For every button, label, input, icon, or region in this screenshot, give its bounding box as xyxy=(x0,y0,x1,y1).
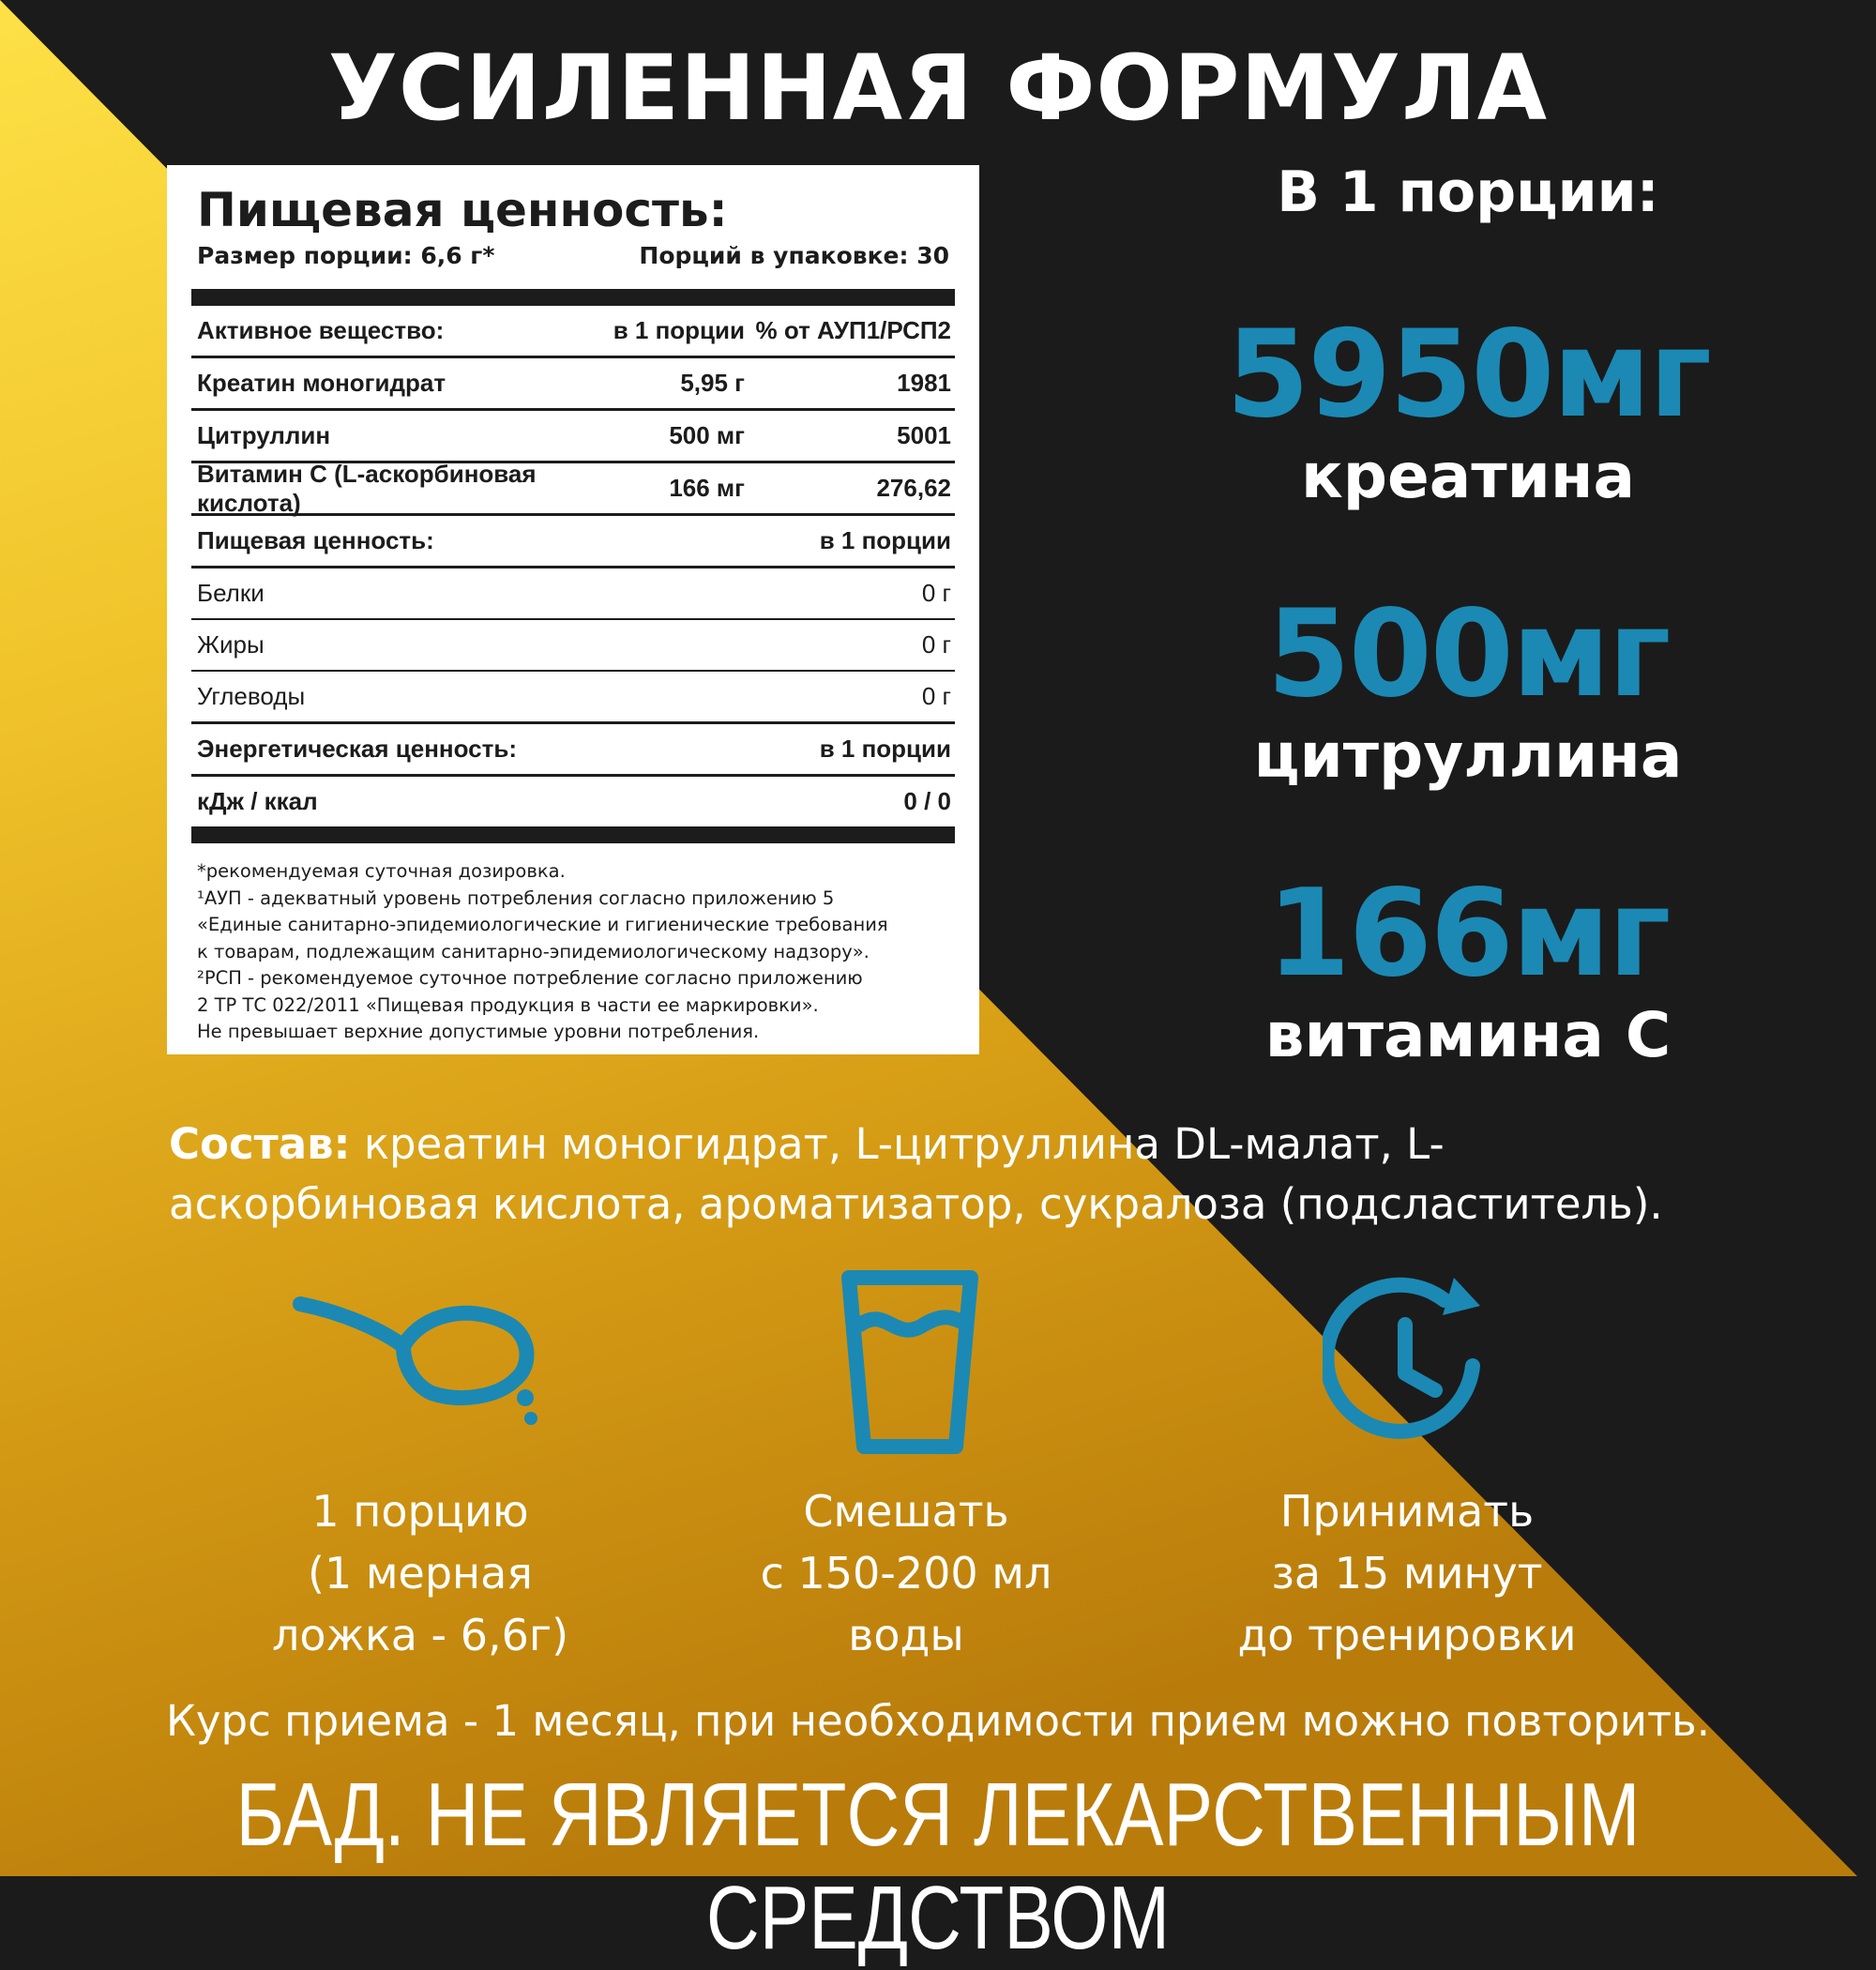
instruction-line: за 15 минут xyxy=(1271,1548,1543,1599)
composition-text: креатин моногидрат, L-цитруллина DL-малат, L-аскорбиновая кислота, ароматизатор, сукралоза (подсластитель). xyxy=(169,1119,1663,1229)
instruction-line: (1 мерная xyxy=(308,1548,533,1599)
header-per-portion: в 1 порции xyxy=(819,526,951,554)
instruction-timing xyxy=(1163,1480,1651,1666)
row-name: Белки xyxy=(197,579,265,607)
row-amount: 166 мг xyxy=(669,474,745,502)
stat-vitamin-c xyxy=(1097,864,1838,1071)
divider-bar xyxy=(191,826,955,843)
row-name: кДж / ккал xyxy=(197,787,318,815)
instruction-line: Смешать xyxy=(803,1486,1009,1537)
disclaimer: БАД. НЕ ЯВЛЯЕТСЯ ЛЕКАРСТВЕННЫМ СРЕДСТВОМ xyxy=(235,1765,1641,1968)
header-per-portion: в 1 порции xyxy=(819,735,951,763)
instruction-mix xyxy=(662,1480,1150,1666)
spoon-icon xyxy=(281,1276,563,1445)
instruction-line: ложка - 6,6г) xyxy=(271,1610,569,1660)
stat-label: креатина xyxy=(1301,440,1635,512)
row-name: Креатин моногидрат xyxy=(197,369,446,397)
table-row xyxy=(191,672,955,724)
stat-label: витамина С xyxy=(1264,999,1672,1071)
footnote-line: к товарам, подлежащим санитарно-эпидемиологическому надзору». xyxy=(197,940,870,962)
page-title: УСИЛЕННАЯ ФОРМУЛА xyxy=(327,36,1549,141)
glass-icon xyxy=(840,1268,980,1456)
header-name: Активное вещество: xyxy=(197,316,445,344)
composition xyxy=(169,1114,1726,1235)
footnote-line: Не превышает верхние допустимые уровни потребления. xyxy=(197,1021,760,1042)
instruction-line: 1 порцию xyxy=(311,1486,529,1537)
stat-value: 5950мг xyxy=(1226,305,1710,445)
row-name: Углеводы xyxy=(197,682,306,710)
stat-value: 166мг xyxy=(1266,864,1670,1004)
table-row xyxy=(191,620,955,672)
instruction-portion xyxy=(176,1480,664,1666)
instruction-line: Принимать xyxy=(1279,1486,1535,1537)
table-row xyxy=(191,459,955,517)
instruction-line: с 150-200 мл xyxy=(760,1548,1052,1599)
footnote-line: ²РСП - рекомендуемое суточное потребление согласно приложению xyxy=(197,967,863,989)
footnote-line: *рекомендуемая суточная дозировка. xyxy=(197,860,566,882)
instruction-line: воды xyxy=(848,1610,964,1660)
row-amount: 0 г xyxy=(921,682,951,710)
header-per-portion: в 1 порции xyxy=(613,316,745,344)
table-row xyxy=(191,358,955,411)
row-name: Жиры xyxy=(197,630,265,659)
row-amount: 0 г xyxy=(921,630,951,659)
stat-citrulline xyxy=(1097,584,1838,792)
footnote-line: «Единые санитарно-эпидемиологические и гигиенические требования xyxy=(197,914,888,935)
row-name: Витамин С (L-аскорбиновая кислота) xyxy=(197,459,537,517)
per-portion-heading: В 1 порции: xyxy=(1277,159,1659,225)
table-row xyxy=(191,568,955,620)
stat-value: 500мг xyxy=(1266,584,1670,724)
row-percent: 276,62 xyxy=(876,474,951,502)
table-row xyxy=(191,411,955,463)
row-amount: 0 / 0 xyxy=(903,787,951,815)
table-header-row xyxy=(191,306,955,358)
footnotes xyxy=(197,858,955,1046)
course-note: Курс приема - 1 месяц, при необходимости прием можно повторить. xyxy=(165,1696,1711,1746)
row-percent: 1981 xyxy=(897,369,951,397)
servings-per-pack: Порций в упаковке: 30 xyxy=(639,242,949,269)
table-row xyxy=(191,777,955,826)
table-header-row xyxy=(191,724,955,777)
stat-label: цитруллина xyxy=(1253,720,1683,792)
clock-icon xyxy=(1323,1268,1491,1456)
table-header-row xyxy=(191,516,955,568)
composition-lead: Состав: xyxy=(169,1119,351,1169)
row-name: Цитруллин xyxy=(197,421,331,449)
header-percent: % от АУП1/РСП2 xyxy=(755,316,951,344)
nutrition-title: Пищевая ценность: xyxy=(197,183,728,237)
serving-size: Размер порции: 6,6 г* xyxy=(197,242,495,269)
divider-bar xyxy=(191,289,955,306)
nutrition-panel xyxy=(167,165,979,1054)
footnote-line: 2 ТР ТС 022/2011 «Пищевая продукция в части ее маркировки». xyxy=(197,993,819,1016)
row-amount: 500 мг xyxy=(669,421,745,449)
stat-creatine xyxy=(1097,305,1838,512)
row-amount: 0 г xyxy=(921,579,951,607)
footnote-line: ¹АУП - адекватный уровень потребления согласно приложению 5 xyxy=(197,886,835,909)
serving-info xyxy=(197,242,949,278)
instruction-line: до тренировки xyxy=(1237,1610,1577,1660)
header-name: Пищевая ценность: xyxy=(197,526,434,554)
header-name: Энергетическая ценность: xyxy=(197,735,517,763)
row-percent: 5001 xyxy=(897,421,951,449)
row-amount: 5,95 г xyxy=(680,369,745,397)
